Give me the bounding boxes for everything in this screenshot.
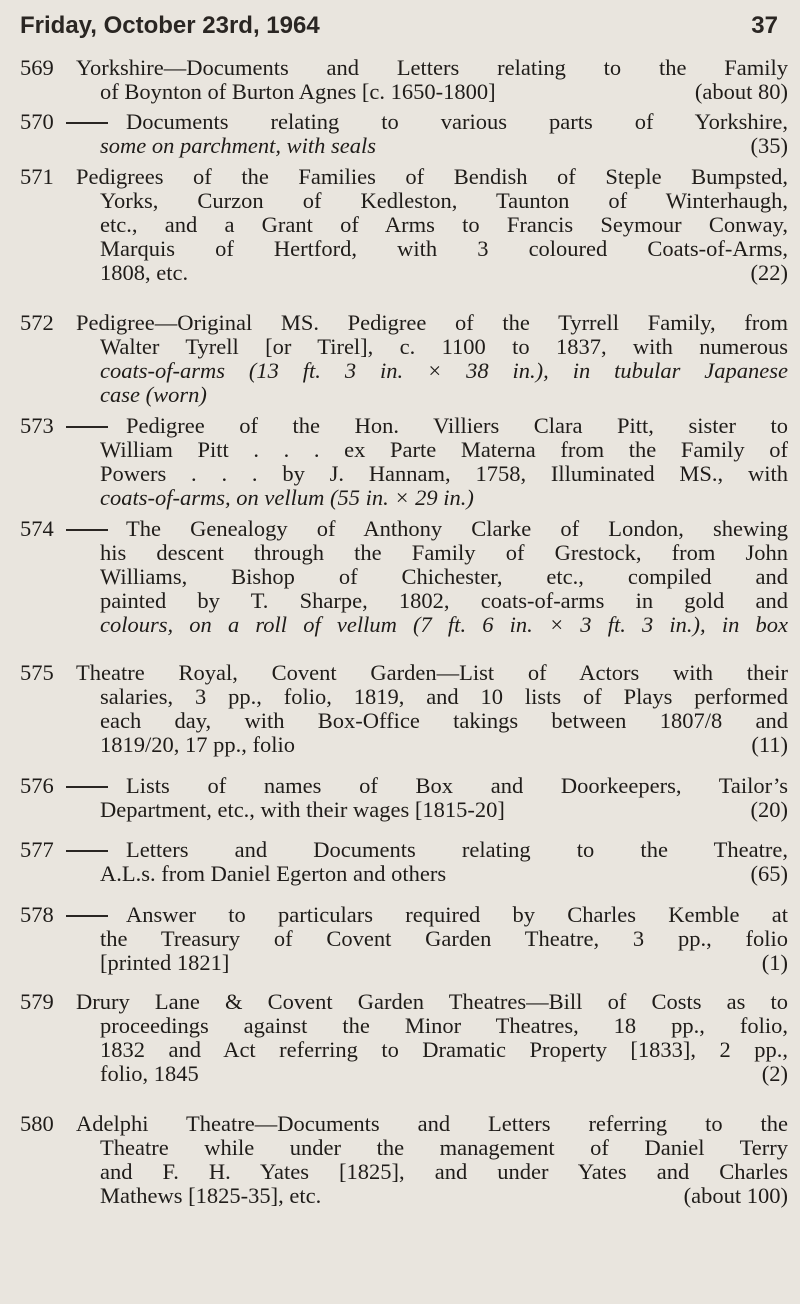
lot-description	[76, 990, 788, 1086]
lot-number: 580	[20, 1111, 54, 1136]
lot-line: Adelphi Theatre—Documents and Letters referring to the	[76, 1111, 788, 1136]
lot-line: Marquis of Hertford, with 3 coloured Coats-of-Arms,	[100, 236, 788, 261]
header-date: Friday, October 23rd, 1964	[20, 12, 320, 39]
lot-description	[100, 110, 788, 158]
lot-line: William Pitt . . . ex Parte Materna from the Family of	[100, 437, 788, 462]
lot-line: coats-of-arms (13 ft. 3 in. × 38 in.), in tubular Japanese	[100, 358, 788, 383]
lot-count: (22)	[750, 260, 788, 285]
lot-description	[100, 903, 788, 975]
lot-count: (11)	[751, 732, 788, 757]
lot-number: 569	[20, 55, 54, 80]
lot-count: (about 100)	[683, 1183, 788, 1208]
lot-line: colours, on a roll of vellum (7 ft. 6 in. × 3 ft. 3 in.), in box	[100, 612, 788, 637]
lot-line: Theatre while under the management of Daniel Terry	[100, 1135, 788, 1160]
lot-line: Williams, Bishop of Chichester, etc., compiled and	[100, 564, 788, 589]
lot-line: salaries, 3 pp., folio, 1819, and 10 lists of Plays performed	[100, 684, 788, 709]
lot-line: case (worn)	[100, 382, 207, 407]
lot-line: Pedigrees of the Families of Bendish of Steple Bumpsted,	[76, 164, 788, 189]
lot-line: Yorkshire—Documents and Letters relating to the Family	[76, 55, 788, 80]
lot-description	[76, 165, 788, 285]
lot-number: 578	[20, 902, 54, 927]
lot-line: Theatre Royal, Covent Garden—List of Actors with their	[76, 660, 788, 685]
lot-line: the Treasury of Covent Garden Theatre, 3 pp., folio	[100, 926, 788, 951]
lot-line: (65) A.L.s. from Daniel Egerton and others	[100, 861, 788, 886]
lot-line: The Genealogy of Anthony Clarke of London, shewing	[126, 516, 788, 541]
lot-number: 570	[20, 109, 54, 134]
lot-line: etc., and a Grant of Arms to Francis Seymour Conway,	[100, 212, 788, 237]
lot-count: (2)	[761, 1061, 788, 1086]
lot-number: 575	[20, 660, 54, 685]
lot-count: (about 80)	[694, 79, 788, 104]
lot-line: 1832 and Act referring to Dramatic Property [1833], 2 pp.,	[100, 1037, 788, 1062]
lot-line: Drury Lane & Covent Garden Theatres—Bill of Costs as to	[76, 989, 788, 1014]
lot-line: painted by T. Sharpe, 1802, coats-of-arms in gold and	[100, 588, 788, 613]
lot-line: proceedings against the Minor Theatres, 18 pp., folio,	[100, 1013, 788, 1038]
lot-line: (1) [printed 1821]	[100, 950, 788, 975]
lot-description	[100, 838, 788, 886]
lot-line: (35) some on parchment, with seals	[100, 133, 788, 158]
lot-line: (about 100) Mathews [1825-35], etc.	[100, 1183, 788, 1208]
lot-line: Letters and Documents relating to the Theatre,	[126, 837, 788, 862]
lot-line: (2) folio, 1845	[100, 1061, 788, 1086]
lot-number: 576	[20, 773, 54, 798]
page-number: 37	[751, 12, 778, 39]
lot-description	[100, 517, 788, 637]
lot-description	[76, 56, 788, 104]
lot-number: 571	[20, 164, 54, 189]
lot-count: (1)	[761, 950, 788, 975]
lot-line: (about 80) of Boynton of Burton Agnes [c. 1650-1800]	[100, 79, 788, 104]
lot-number: 573	[20, 413, 54, 438]
lot-line: Yorks, Curzon of Kedleston, Taunton of Winterhaugh,	[100, 188, 788, 213]
lot-number: 577	[20, 837, 54, 862]
lot-line: Walter Tyrell [or Tirel], c. 1100 to 1837, with numerous	[100, 334, 788, 359]
lot-line: each day, with Box-Office takings between 1807/8 and	[100, 708, 788, 733]
lot-line: Pedigree—Original MS. Pedigree of the Tyrrell Family, from	[76, 310, 788, 335]
lot-line: Pedigree of the Hon. Villiers Clara Pitt, sister to	[126, 413, 788, 438]
lot-line: (20) Department, etc., with their wages [1815-20]	[100, 797, 788, 822]
lot-number: 579	[20, 989, 54, 1014]
lot-description	[76, 661, 788, 757]
lot-line: Lists of names of Box and Doorkeepers, Tailor’s	[126, 773, 788, 798]
page-header	[20, 12, 780, 46]
lot-line: coats-of-arms, on vellum (55 in. × 29 in.)	[100, 485, 474, 510]
lot-line: (11) 1819/20, 17 pp., folio	[100, 732, 788, 757]
lot-description	[76, 1112, 788, 1208]
lot-line: Answer to particulars required by Charles Kemble at	[126, 902, 788, 927]
lot-line: Powers . . . by J. Hannam, 1758, Illuminated MS., with	[100, 461, 788, 486]
lot-line: his descent through the Family of Grestock, from John	[100, 540, 788, 565]
lot-count: (20)	[750, 797, 788, 822]
lot-number: 572	[20, 310, 54, 335]
lot-count: (35)	[750, 133, 788, 158]
lot-description	[100, 774, 788, 822]
lot-line: Documents relating to various parts of Yorkshire,	[126, 109, 788, 134]
lot-description	[100, 414, 788, 510]
lot-line: and F. H. Yates [1825], and under Yates and Charles	[100, 1159, 788, 1184]
lot-number: 574	[20, 516, 54, 541]
lot-description	[76, 311, 788, 407]
lot-line: (22) 1808, etc.	[100, 260, 788, 285]
lot-count: (65)	[750, 861, 788, 886]
